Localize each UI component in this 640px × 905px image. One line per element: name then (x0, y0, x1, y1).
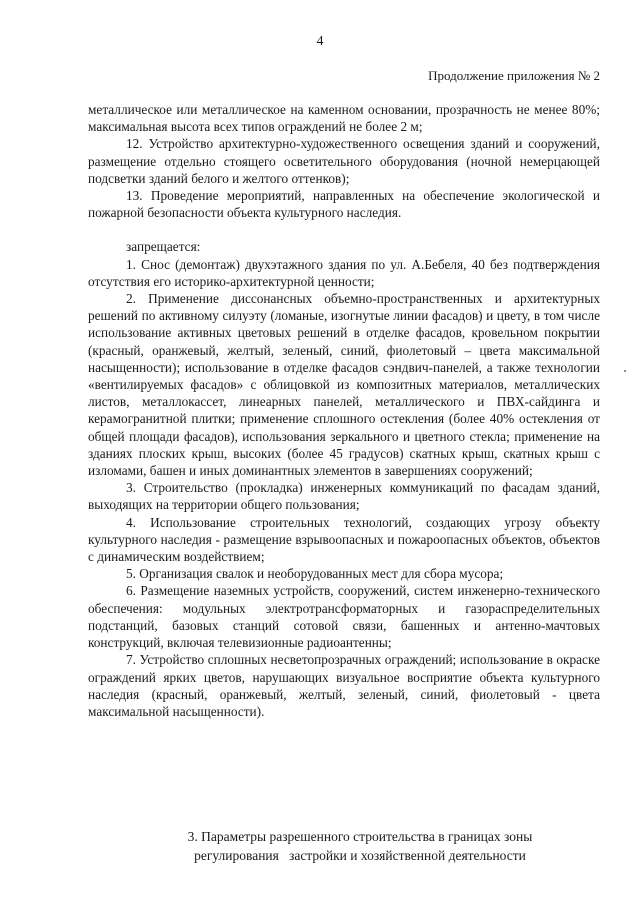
forbidden-item-4: 4. Использование строительных технологий, создающих угрозу объекту культурного наследия - размещение взрывоопасных и пожароопасных объектов, объектов с динамическим воздействием; (88, 514, 600, 565)
forbidden-item-5: 5. Организация свалок и необорудованных мест для сбора мусора; (126, 566, 504, 582)
scan-speck (624, 370, 626, 372)
appendix-continuation-note: Продолжение приложения № 2 (428, 68, 600, 83)
section-title-line-2: регулирования застройки и хозяйственной деятельности (194, 848, 526, 863)
document-body (88, 101, 600, 720)
paragraph-continuation: металлическое или металлическое на каменном основании, прозрачность не менее 80%; максимальная высота всех типов ограждений не более 2 м; (88, 102, 600, 135)
forbidden-item-6: 6. Размещение наземных устройств, сооружений, систем инженерно-технического обеспечения: модульных электротрансформаторных и газораспределительных подстанций, базовых станций сотовой связи, башенных и антенно-мачтовых конструкций, включая телевизионные радиоантенны; (88, 583, 600, 651)
forbidden-heading: запрещается: (126, 239, 201, 255)
page-number: 4 (316, 34, 324, 49)
paragraph-item-12: 12. Устройство архитектурно-художественного освещения зданий и сооружений, размещение отдельно стоящего осветительного оборудования (ночной немерцающей подсветки зданий белого и желтого оттенков); (88, 136, 600, 186)
forbidden-item-1: 1. Снос (демонтаж) двухэтажного здания по ул. А.Бебеля, 40 без подтверждения отсутствия его историко-архитектурной ценности; (88, 256, 600, 289)
forbidden-item-7: 7. Устройство сплошных несветопрозрачных ограждений; использование в окраске ограждений ярких цветов, нарушающих визуальное восприятие объекта культурного наследия (красный, оранжевый, желтый, зеленый, синий, фиолетовый - цвета максимальной насыщенности). (88, 652, 600, 719)
forbidden-item-3: 3. Строительство (прокладка) инженерных коммуникаций по фасадам зданий, выходящих на территории общего пользования; (88, 480, 600, 513)
section-title-line-1: 3. Параметры разрешенного строительства в границах зоны (187, 829, 533, 844)
forbidden-item-2: 2. Применение диссонансных объемно-пространственных и архитектурных решений по активному силуэту (ломаные, изогнутые линии фасадов) и цвету, в том числе использование активных цветовых решений в отделке фасадов, кровельном покрытии (красный, оранжевый, желтый, зеленый, синий, фиолетовый – цвета максимальной насыщенности); использование в отделке фасадов сэндвич-панелей, а также технологии «вентилируемых фасадов» с облицовкой из композитных материалов, металлических листов, металлокассет, линеарных панелей, металлического и ПВХ-сайдинга и керамогранитной плитки; применение сплошного остекления (более 40% остекления от общей площади фасадов), использования зеркального и цветного стекла; применение на зданиях плоских крыш, высоких (более 45 градусов) скатных крыш, скатных крыш с изломами, башен и иных доминантных элементов в завершениях сооружений; (88, 291, 600, 479)
section-title (100, 827, 620, 865)
paragraph-item-13: 13. Проведение мероприятий, направленных на обеспечение экологической и пожарной безопасности объекта культурного наследия. (88, 188, 600, 221)
